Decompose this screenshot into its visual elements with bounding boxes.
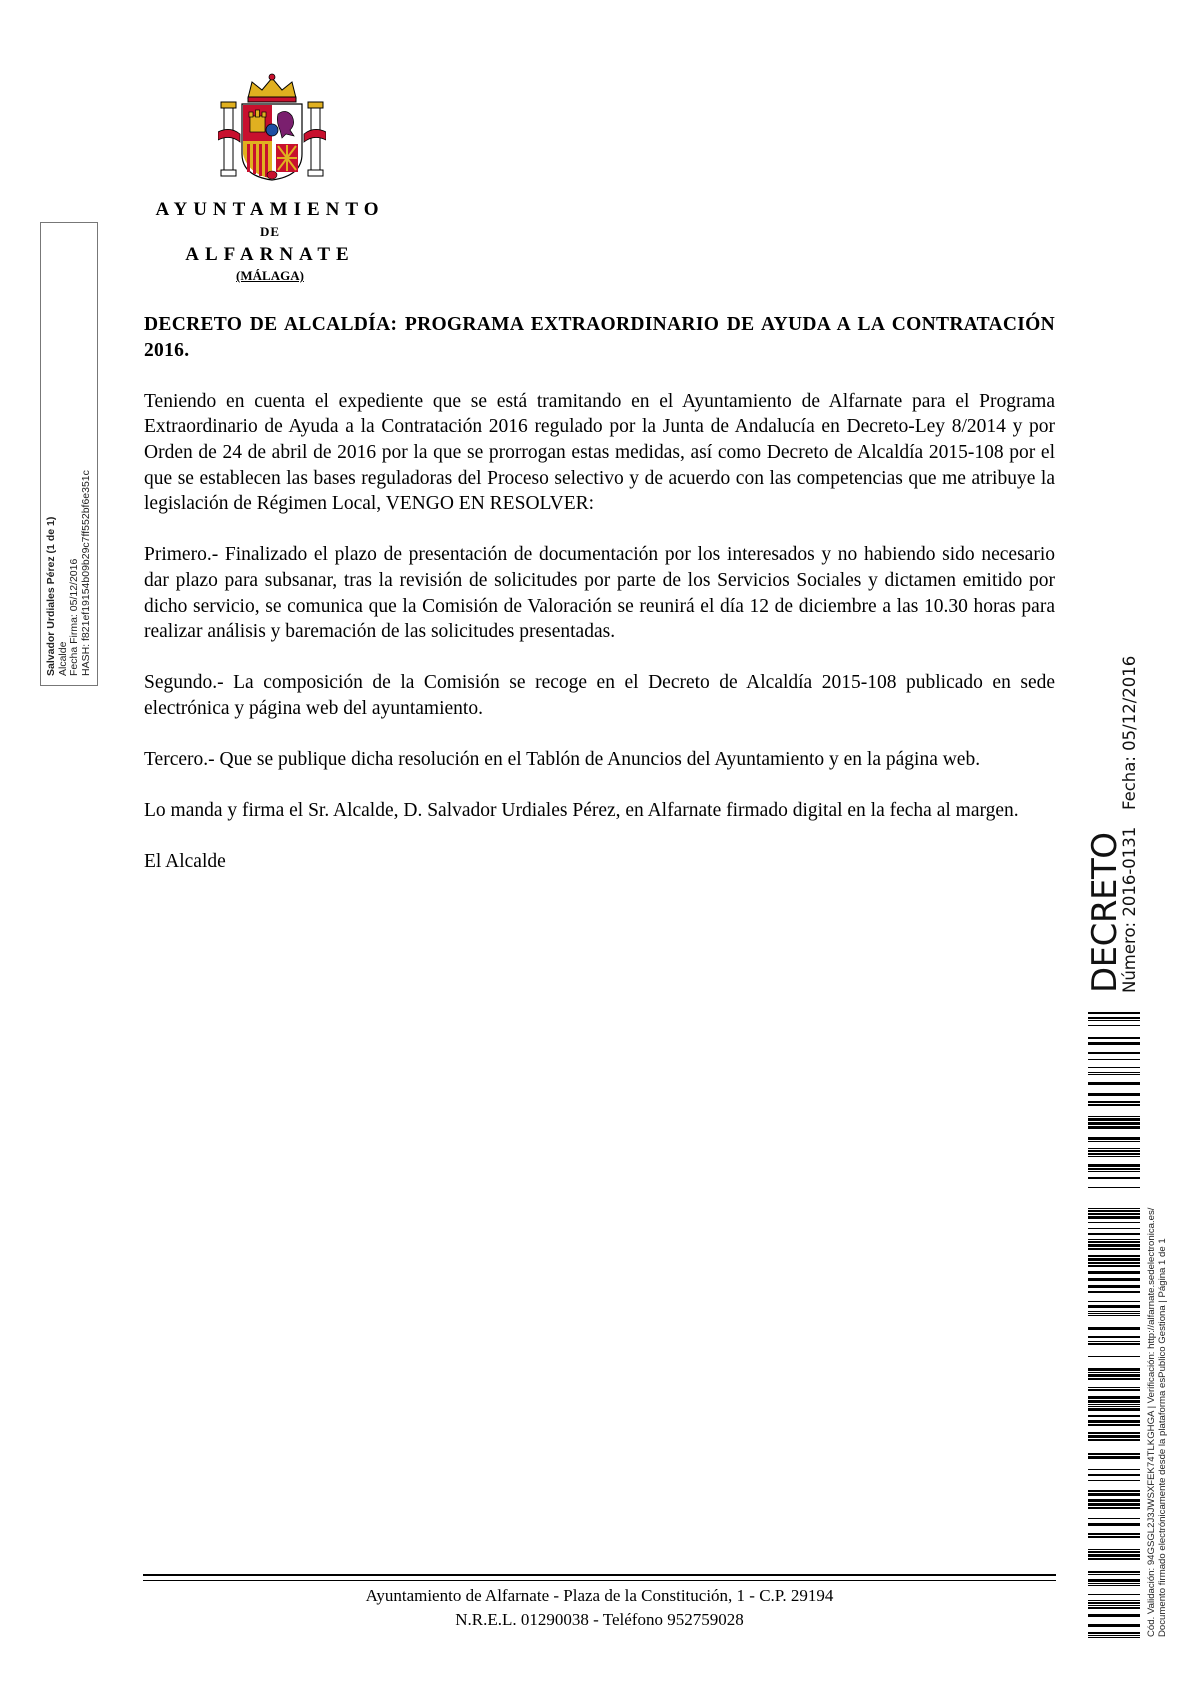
signoff: El Alcalde xyxy=(144,851,226,873)
stamp-date: Fecha: 05/12/2016 xyxy=(1120,655,1139,810)
validation-platform: Documento firmado electrónicamente desde la plataforma esPublico Gestiona | Página 1 de 1 xyxy=(1156,1238,1168,1637)
paragraph-tercero: Tercero.- Que se publique dicha resolución en el Tablón de Anuncios del Ayuntamiento y en la página web. xyxy=(144,749,981,771)
footer-rule-thick xyxy=(143,1574,1056,1576)
paragraph-segundo: Segundo.- La composición de la Comisión se recoge en el Decreto de Alcaldía 2015-108 publicado en sede electrónica y página web del ayuntamiento. xyxy=(144,672,1055,719)
barcode xyxy=(1088,1012,1140,1638)
footer-rule-thin xyxy=(143,1580,1056,1581)
org-town: ALFARNATE xyxy=(185,244,355,265)
stamp-number: Número: 2016-0131 xyxy=(1120,826,1139,993)
signature-date: Fecha Firma: 05/12/2016 xyxy=(68,558,80,676)
footer-address: Ayuntamiento de Alfarnate - Plaza de la Constitución, 1 - C.P. 29194 xyxy=(365,1586,834,1605)
paragraph-intro: Teniendo en cuenta el expediente que se está tramitando en el Ayuntamiento de Alfarnate para el Programa Extraordinario de Ayuda a la Contratación 2016 regulado por la Junta de Andalucía en Decreto-Ley 8/2014 y por Orden de 24 de abril de 2016 por la que se prorrogan estas medidas, así como Decreto de Alcaldía 2015-108 por el que se establecen las bases reguladoras del Proceso selectivo y de acuerdo con las competencias que me atribuye la legislación de Régimen Local, VENGO EN RESOLVER: xyxy=(144,390,1055,515)
document-title: DECRETO DE ALCALDÍA: PROGRAMA EXTRAORDINARIO DE AYUDA A LA CONTRATACIÓN 2016. xyxy=(144,314,1055,361)
validation-text xyxy=(1147,1208,1168,1637)
signer-role: Alcalde xyxy=(56,641,69,676)
signature-text xyxy=(46,216,92,676)
paragraph-primero: Primero.- Finalizado el plazo de presentación de documentación por los interesados y no habiendo sido necesario dar plazo para subsanar, tras la revisión de solicitudes por parte de los Servicios Sociales y dictamen emitido por dicho servicio, se comunica que la Comisión de Valoración se reunirá el día 12 de diciembre a las 10.30 horas para realizar análisis y baremación de las solicitudes presentadas. xyxy=(144,544,1055,643)
signer-name: Salvador Urdiales Pérez (1 de 1) xyxy=(45,516,57,676)
organization-header xyxy=(150,200,390,282)
validation-code: Cód. Validación: 94GSGL2J3JWSXFEK74TLKGHGA | Verificación: http://alfarnate.sedelectronica.es/ xyxy=(1146,1207,1157,1637)
org-connector: DE xyxy=(259,224,281,239)
org-province: (MÁLAGA) xyxy=(236,268,304,283)
paragraph-closing: Lo manda y firma el Sr. Alcalde, D. Salvador Urdiales Pérez, en Alfarnate firmado digital en la fecha al margen. xyxy=(144,800,1019,822)
document-body xyxy=(144,312,1055,901)
signature-hash: HASH: f821ef19154b09b29c7ff552bf6e351c xyxy=(79,470,92,676)
coat-of-arms-logo xyxy=(218,72,326,184)
org-name: AYUNTAMIENTO xyxy=(155,199,385,220)
stamp-type: DECRETO xyxy=(1085,832,1125,993)
footer xyxy=(143,1584,1056,1632)
footer-contact: N.R.E.L. 01290038 - Teléfono 952759028 xyxy=(455,1610,744,1629)
